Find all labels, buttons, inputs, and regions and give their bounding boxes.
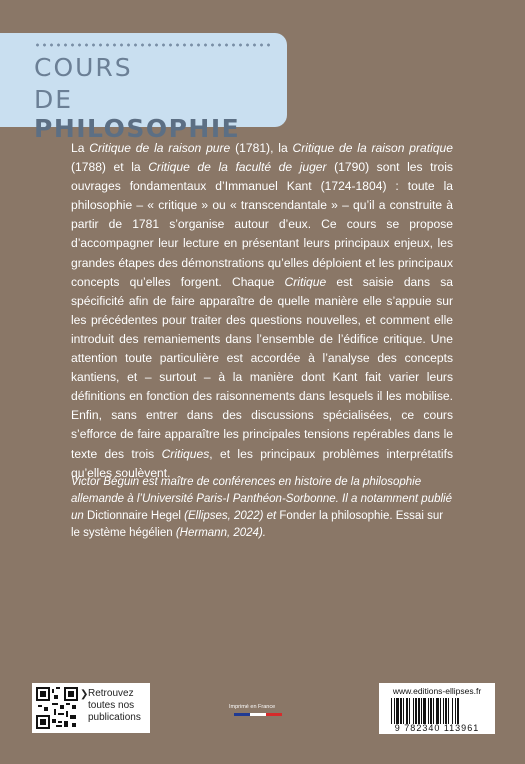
blurb-text: est saisie dans sa spécificité afin de faire apparaître de quelle manière elle s’appuie sur les précédentes pour traiter des questions nouvelles, et comment elle introduit des remaniements dans l’ensemble de l’édifice critique. Une attention toute particulière est accordée à l’analyse des concepts kantiens, et – surtout – à la manière dont Kant fait varier leurs définitions en fonction des raisonnements dans lesquels il les mobilise. Enfin, sans entrer dans des discussions spécialisées, ce cours s’efforce de faire apparaître les principales tensions repérables dans le texte des trois [71,274,453,461]
blurb-text: , et les principaux problèmes interprétatifs qu’elles soulèvent. [71,446,453,480]
bio-book-title: Fonder la philosophie. Essai sur le système hégélien [71,510,444,539]
qr-caption [88,688,141,724]
chevron-right-icon: ❯ [80,689,89,700]
qr-caption-line: toutes nos [88,700,135,711]
back-cover-blurb [71,139,453,483]
publisher-url[interactable]: www.editions-ellipses.fr [392,686,482,696]
blurb-text: (1781), la [230,141,293,155]
blurb-text: (1788) et la [71,160,149,175]
series-title-prefix: DE [34,85,74,114]
blurb-title-ref: Critique de la raison pratique [292,141,453,155]
blurb-title-ref: Critique de la faculté de juger [148,160,327,175]
series-banner [0,33,287,143]
blurb-title-ref: Critique [284,274,327,289]
qr-code-icon[interactable] [36,687,78,729]
bio-text: Victor Béguin est maître de conférences en histoire de la philosophie allemande à l’Université Paris-I Panthéon-Sorbonne. Il a notamment publié un [71,476,452,522]
bio-book-title: Dictionnaire Hegel [87,510,181,522]
qr-card[interactable] [32,683,150,733]
blurb-text: (1790) sont les trois ouvrages fondamentaux d’Immanuel Kant (1724-1804) : toute la philosophie – « critique » ou « transcendantale » – qu’il a construite à partir de 1781 s’organise autour d’eux. Ce cours se propose d’accompagner leur lecture en présentant leurs principaux enjeux, les grandes étapes des démonstrations qu’elles déploient et les principaux concepts qu’elles forgent. Chaque [71,160,453,289]
author-bio [71,474,453,542]
bio-text: (Hermann, 2024). [172,527,266,539]
dotted-divider [34,43,274,47]
isbn-number: 9 782340 113961 [394,723,480,733]
barcode-card [379,683,495,734]
series-title-line1: COURS [34,53,133,82]
blurb-title-ref: Critiques [161,446,210,461]
series-title-line2 [34,85,287,143]
french-flag-icon [234,713,282,716]
barcode-icon [391,698,487,724]
blurb-text: La [71,141,90,155]
blurb-title-ref: Critique de la raison pure [89,141,231,155]
bio-text: (Ellipses, 2022) et [180,510,280,522]
qr-caption-line: publications [88,712,141,723]
printed-in-label: Imprimé en France [229,704,276,710]
series-title-bold: PHILOSOPHIE [34,114,241,143]
qr-caption-line: Retrouvez [88,688,134,699]
